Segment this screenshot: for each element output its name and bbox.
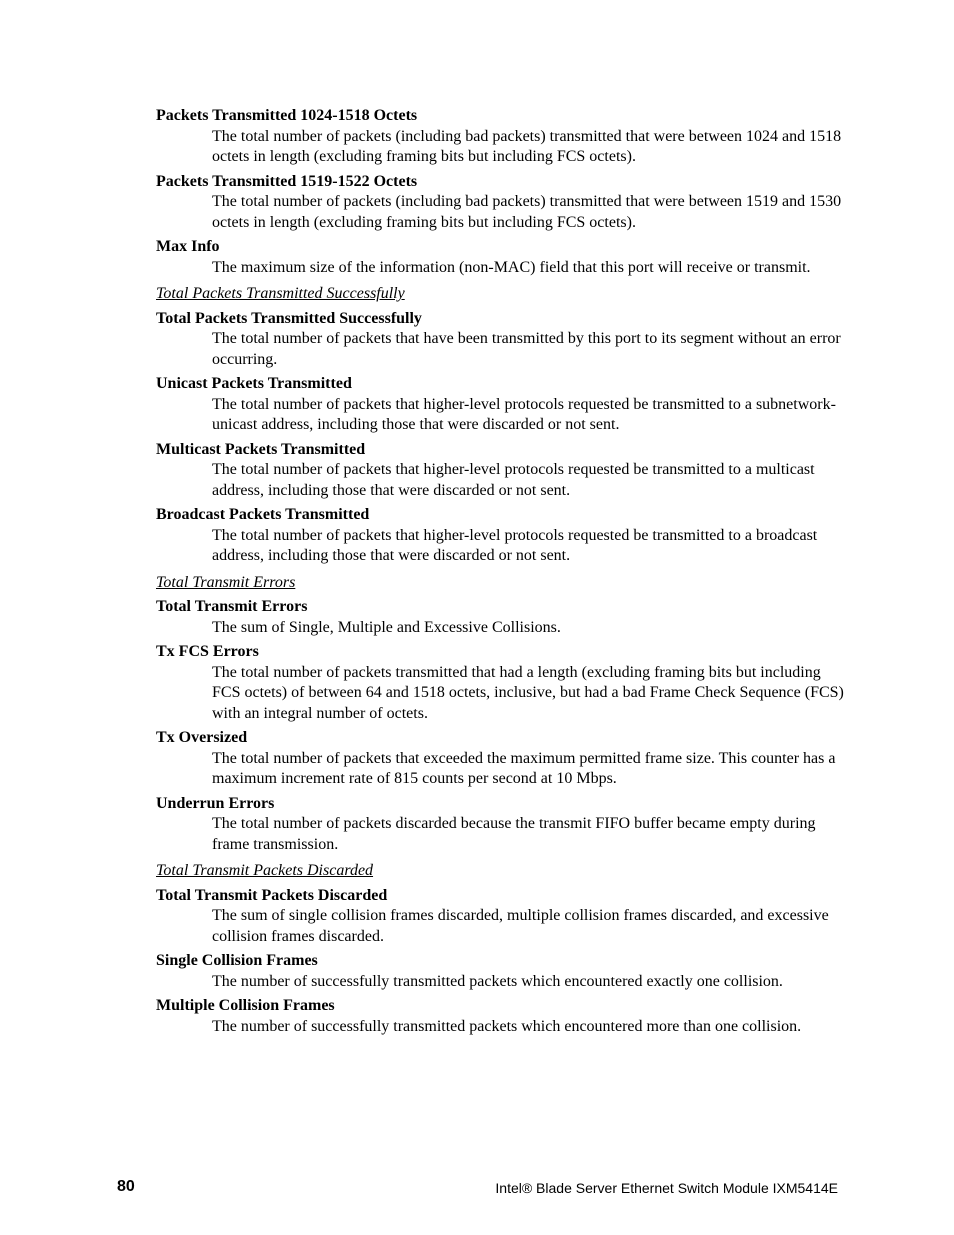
term-definition: The total number of packets transmitted that had a length (excluding framing bits but including FCS octets) of between 64 and 1518 octets, inclusive, but had a bad Frame Check Sequence (FCS) with an integral number of octets. <box>212 663 844 722</box>
term-title: Tx Oversized <box>156 729 248 746</box>
term-definition: The number of successfully transmitted packets which encountered exactly one collision. <box>212 972 783 990</box>
term-title: Tx FCS Errors <box>156 643 259 660</box>
term-title: Broadcast Packets Transmitted <box>156 506 370 523</box>
term-title: Packets Transmitted 1024-1518 Octets <box>156 107 418 124</box>
term-title: Total Transmit Packets Discarded <box>156 886 388 904</box>
term-title: Total Transmit Errors <box>156 598 308 615</box>
term-definition: The total number of packets discarded because the transmit FIFO buffer became empty during frame transmission. <box>212 815 816 853</box>
term-title: Total Packets Transmitted Successfully <box>156 309 422 327</box>
term-title: Underrun Errors <box>156 794 275 812</box>
term-definition: The sum of single collision frames discarded, multiple collision frames discarded, and excessive collision frames discarded. <box>212 907 829 945</box>
footer-document-title: Intel® Blade Server Ethernet Switch Module IXM5414E <box>495 1180 838 1196</box>
term-definition: The total number of packets (including bad packets) transmitted that were between 1024 and 1518 octets in length (excluding framing bits but including FCS octets). <box>212 127 842 165</box>
term-definition: The total number of packets that have been transmitted by this port to its segment without an error occurring. <box>212 330 841 368</box>
term-title: Max Info <box>156 238 220 255</box>
definition-list <box>156 106 846 1037</box>
section-heading: Total Transmit Packets Discarded <box>156 862 374 879</box>
term-definition: The sum of Single, Multiple and Excessive Collisions. <box>212 618 561 636</box>
term-definition: The total number of packets that higher-level protocols requested be transmitted to a broadcast address, including those that were discarded or not sent. <box>212 526 818 564</box>
term-definition: The total number of packets that higher-level protocols requested be transmitted to a multicast address, including those that were discarded or not sent. <box>212 461 815 499</box>
term-title: Single Collision Frames <box>156 952 318 969</box>
term-title: Multiple Collision Frames <box>156 997 335 1014</box>
term-definition: The total number of packets that exceeded the maximum permitted frame size. This counter has a maximum increment rate of 815 counts per second at 10 Mbps. <box>212 749 836 787</box>
page-number: 80 <box>117 1178 135 1195</box>
term-title: Multicast Packets Transmitted <box>156 440 366 458</box>
term-title: Packets Transmitted 1519-1522 Octets <box>156 172 418 190</box>
term-definition: The maximum size of the information (non-MAC) field that this port will receive or transmit. <box>212 258 811 276</box>
term-definition: The total number of packets that higher-level protocols requested be transmitted to a subnetwork-unicast address, including those that were discarded or not sent. <box>212 395 836 433</box>
term-definition: The number of successfully transmitted packets which encountered more than one collision. <box>212 1017 802 1035</box>
term-definition: The total number of packets (including bad packets) transmitted that were between 1519 and 1530 octets in length (excluding framing bits but including FCS octets). <box>212 193 842 231</box>
section-heading: Total Transmit Errors <box>156 573 296 591</box>
section-heading: Total Packets Transmitted Successfully <box>156 285 405 302</box>
term-title: Unicast Packets Transmitted <box>156 375 352 392</box>
